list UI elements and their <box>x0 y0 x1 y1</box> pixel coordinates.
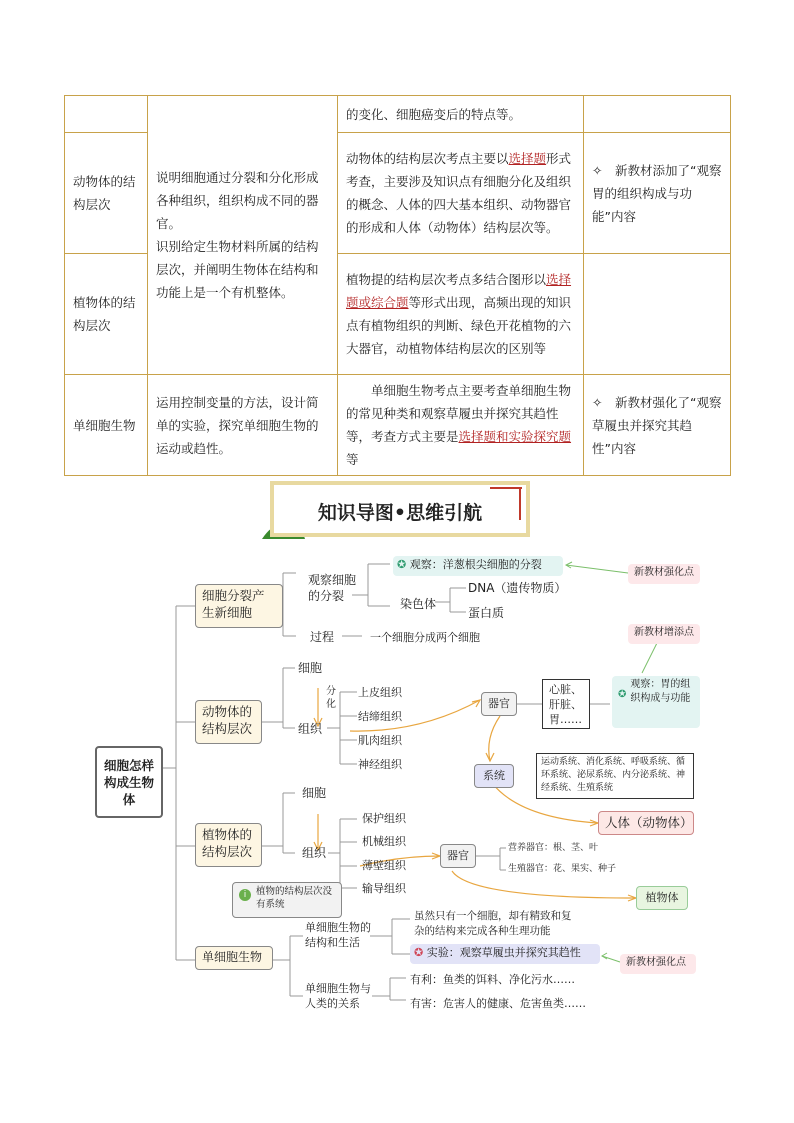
harm: 有害：危害人的健康、危害鱼类…… <box>410 997 586 1010</box>
req-text-1: 说明细胞通过分裂和分化形成各种组织，组织构成不同的器官。 <box>156 170 319 231</box>
animal-tissue-1: 上皮组织 <box>358 686 402 699</box>
plant-tissue: 组织 <box>302 846 327 860</box>
mindmap-root: 细胞怎样构成生物体 <box>95 746 163 818</box>
protein: 蛋白质 <box>468 606 505 620</box>
animal-cell: 细胞 <box>298 661 323 675</box>
plant-tissue-3: 薄壁组织 <box>362 859 406 872</box>
curriculum-table <box>64 95 731 476</box>
unicellular-human-relation: 单细胞生物与人类的关系 <box>305 982 371 1010</box>
plant-cell: 细胞 <box>302 786 327 800</box>
obs-stomach-label: 观察：胃的组织构成与功能 <box>630 679 691 704</box>
row1-note: ✧ 新教材添加了“观察胃的组织构成与功能”内容 <box>584 133 731 254</box>
req-text-2: 识别给定生物材料所属的结构层次，并阐明生物体在结构和功能上是一个有机整体。 <box>156 239 319 300</box>
animal-tissue-4: 神经组织 <box>358 758 402 771</box>
tag-strengthen-1: 新教材强化点 <box>628 564 700 584</box>
process-desc: 一个细胞分成两个细胞 <box>370 631 480 644</box>
systems-list: 运动系统、消化系统、呼吸系统、循环系统、泌尿系统、内分泌系统、神经系统、生殖系统 <box>536 753 694 799</box>
obs-onion-root <box>393 556 563 576</box>
exp-paramecium <box>410 944 600 964</box>
plant-tissue-4: 输导组织 <box>362 882 406 895</box>
dna: DNA（遗传物质） <box>468 581 567 595</box>
row3-analysis-b: 等 <box>346 452 359 467</box>
unicellular-structure: 单细胞生物的结构和生活 <box>305 921 371 949</box>
row1-analysis <box>338 133 584 254</box>
process-label: 过程 <box>310 630 335 644</box>
animal-organs-list: 心脏、肝脏、胃…… <box>542 679 590 729</box>
plant-tissue-1: 保护组织 <box>362 812 406 825</box>
plant-no-system-label: 植物的结构层次没有系统 <box>256 886 333 910</box>
row2-note <box>584 254 731 375</box>
row3-note: ✧ 新教材强化了“观察草履虫并探究其趋性”内容 <box>584 375 731 476</box>
plant-body: 植物体 <box>636 886 688 910</box>
tag-strengthen-2: 新教材强化点 <box>620 954 696 974</box>
obs-stomach <box>612 676 700 728</box>
animal-tissue: 组织 <box>298 722 323 736</box>
plant-tissue-2: 机械组织 <box>362 835 406 848</box>
branch-plant: 植物体的结构层次 <box>195 823 262 867</box>
tag-added: 新教材增添点 <box>628 624 700 644</box>
star-icon: ✪ <box>414 946 424 959</box>
row0-topic <box>65 96 148 133</box>
row3-analysis-underlined: 选择题和实验探究题 <box>458 429 572 444</box>
benefit: 有利：鱼类的饵料、净化污水…… <box>410 973 575 986</box>
info-icon: i <box>239 889 251 901</box>
merged-requirement-cell <box>148 96 338 375</box>
plant-organ: 器官 <box>440 844 476 868</box>
row0-note <box>584 96 731 133</box>
exp-paramecium-label: 实验：观察草履虫并探究其趋性 <box>426 946 581 959</box>
row1-analysis-b: 形式考查，主要涉及知识点有细胞分化及组织的概念、人体的四大基本组织、动物器官的形成和人体（动物体）结构层次等。 <box>346 151 572 235</box>
banner-title: 知识导图•思维引航 <box>317 502 483 524</box>
star-icon: ✪ <box>618 689 627 700</box>
mindmap <box>0 478 794 1038</box>
row2-analysis-underlined: 选择题或综合题 <box>346 272 572 310</box>
row3-requirement: 运用控制变量的方法，设计简单的实验，探究单细胞生物的运动或趋性。 <box>148 375 338 476</box>
star-icon: ✪ <box>397 558 407 571</box>
unicellular-structure-desc: 虽然只有一个细胞，却有精致和复杂的结构来完成各种生理功能 <box>414 910 572 937</box>
row1-topic: 动物体的结构层次 <box>65 133 148 254</box>
row3-topic: 单细胞生物 <box>65 375 148 476</box>
row3-analysis <box>338 375 584 476</box>
vegetative-organs: 营养器官：根、茎、叶 <box>508 843 599 853</box>
animal-system: 系统 <box>474 764 514 788</box>
animal-tissue-2: 结缔组织 <box>358 710 402 723</box>
reproductive-organs: 生殖器官：花、果实、种子 <box>508 864 617 874</box>
chromosome: 染色体 <box>400 597 437 611</box>
observe-cell-division: 观察细胞的分裂 <box>308 573 357 603</box>
row2-analysis-a: 植物提的结构层次考点多结合图形以 <box>346 272 547 287</box>
obs-onion-root-label: 观察：洋葱根尖细胞的分裂 <box>409 558 542 571</box>
row0-analysis: 的变化、细胞癌变后的特点等。 <box>338 96 584 133</box>
row1-analysis-underlined: 选择题 <box>508 151 547 166</box>
branch-unicellular: 单细胞生物 <box>195 946 273 970</box>
row2-analysis <box>338 254 584 375</box>
branch-animal: 动物体的结构层次 <box>195 700 262 744</box>
branch-cell-division: 细胞分裂产生新细胞 <box>195 584 283 628</box>
plant-no-system-note <box>232 882 342 918</box>
animal-organ: 器官 <box>481 692 517 716</box>
row1-analysis-a: 动物体的结构层次考点主要以 <box>346 151 509 166</box>
differentiation: 分化 <box>326 686 336 710</box>
animal-tissue-3: 肌肉组织 <box>358 734 402 747</box>
row3-analysis-a: 单细胞生物考点主要考查单细胞生物的常见种类和观察草履虫并探究其趋性等，考查方式主要是 <box>346 383 572 444</box>
human-body: 人体（动物体） <box>598 811 694 835</box>
row2-analysis-b: 等形式出现，高频出现的知识点有植物组织的判断、绿色开花植物的六大器官，动植物体结构层次的区别等 <box>346 295 572 356</box>
row2-topic: 植物体的结构层次 <box>65 254 148 375</box>
